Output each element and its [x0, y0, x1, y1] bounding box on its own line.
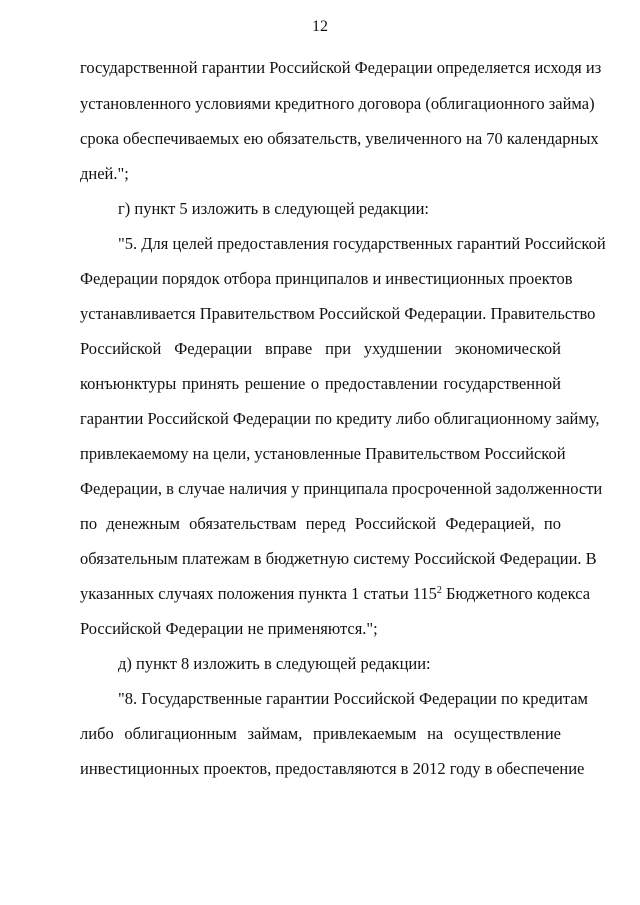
- text-line: конъюнктуры принять решение о предоставлении государственной: [80, 374, 561, 393]
- text-line: либо облигационным займам, привлекаемым на осуществление: [80, 724, 561, 743]
- text-line: гарантии Российской Федерации по кредиту либо облигационному займу,: [80, 409, 600, 428]
- list-item-d: д) пункт 8 изложить в следующей редакции:: [118, 654, 431, 673]
- text-line: Российской Федерации вправе при ухудшении экономической: [80, 339, 561, 358]
- page-number: 12: [312, 18, 328, 35]
- text-line: дней.";: [80, 164, 129, 183]
- line-text: указанных случаях положения пункта 1 статьи 115: [80, 584, 437, 603]
- text-line: устанавливается Правительством Российской Федерации. Правительство: [80, 304, 596, 323]
- text-line: по денежным обязательствам перед Российской Федерацией, по: [80, 514, 561, 533]
- text-line: "5. Для целей предоставления государственных гарантий Российской: [118, 234, 606, 253]
- text-line: обязательным платежам в бюджетную систему Российской Федерации. В: [80, 549, 597, 568]
- text-line: Российской Федерации не применяются.";: [80, 619, 378, 638]
- text-line: Федерации порядок отбора принципалов и инвестиционных проектов: [80, 269, 573, 288]
- superscript: 2: [436, 585, 442, 596]
- text-line: срока обеспечиваемых ею обязательств, увеличенного на 70 календарных: [80, 129, 599, 148]
- text-line: привлекаемому на цели, установленные Правительством Российской: [80, 444, 566, 463]
- text-line: государственной гарантии Российской Федерации определяется исходя из: [80, 58, 602, 77]
- text-line-with-superscript: [80, 584, 591, 604]
- text-line: установленного условиями кредитного договора (облигационного займа): [80, 94, 595, 113]
- text-line: "8. Государственные гарантии Российской Федерации по кредитам: [118, 689, 588, 708]
- text-line: инвестиционных проектов, предоставляются в 2012 году в обеспечение: [80, 759, 585, 778]
- line-text-tail: Бюджетного кодекса: [441, 584, 591, 603]
- list-item-g: г) пункт 5 изложить в следующей редакции:: [118, 199, 430, 218]
- text-line: Федерации, в случае наличия у принципала просроченной задолженности: [80, 479, 603, 498]
